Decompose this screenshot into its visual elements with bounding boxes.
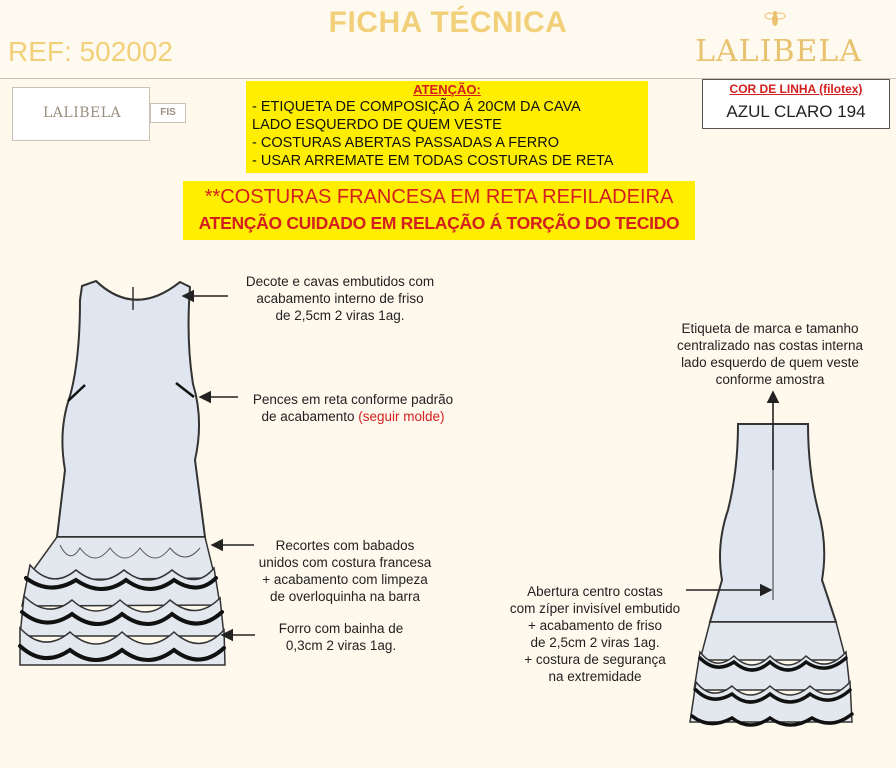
- banner-line-2: ATENÇÃO CUIDADO EM RELAÇÃO Á TORÇÃO DO TECIDO: [198, 213, 680, 233]
- note-line: Decote e cavas embutidos com: [245, 274, 435, 289]
- note-line: centralizado nas costas interna: [676, 338, 864, 353]
- note-line: na extremidade: [548, 669, 642, 684]
- note-line: + acabamento com limpeza: [262, 572, 428, 587]
- attention-line: LADO ESQUERDO DE QUEM VESTE: [252, 117, 502, 133]
- thread-color-value: AZUL CLARO 194: [726, 102, 866, 121]
- darts-note: [240, 391, 466, 425]
- note-line: Etiqueta de marca e tamanho: [681, 321, 859, 336]
- neckline-note: [228, 273, 452, 324]
- note-line: com zíper invisível embutido: [509, 601, 681, 616]
- thread-color-heading: COR DE LINHA (filotex): [729, 82, 863, 96]
- attention-line: - COSTURAS ABERTAS PASSADAS A FERRO: [252, 135, 559, 151]
- attention-line: - ETIQUETA DE COMPOSIÇÃO Á 20CM DA CAVA: [252, 99, 581, 115]
- front-dress-sketch: [20, 281, 225, 665]
- brand-label-note: [664, 320, 876, 388]
- attention-heading: ATENÇÃO:: [413, 82, 481, 97]
- note-line: unidos com costura francesa: [258, 555, 432, 570]
- note-line: Recortes com babados: [275, 538, 415, 553]
- brand-logo: LALIBELA: [695, 34, 862, 69]
- note-line: conforme amostra: [715, 372, 825, 387]
- note-highlight: (seguir molde): [358, 409, 445, 424]
- note-line: 0,3cm 2 viras 1ag.: [285, 638, 397, 653]
- note-line: acabamento interno de friso: [256, 291, 424, 306]
- fis-tag: FIS: [150, 103, 186, 123]
- note-line: [240, 408, 466, 425]
- note-line: de 2,5cm 2 viras 1ag.: [530, 635, 660, 650]
- label-brand-text: LALIBELA: [43, 105, 122, 121]
- note-line: de overloquinha na barra: [269, 589, 421, 604]
- banner-line-1: **COSTURAS FRANCESA EM RETA REFILADEIRA: [204, 186, 674, 208]
- attention-line: - USAR ARREMATE EM TODAS COSTURAS DE RETA: [252, 153, 614, 169]
- reference-code: REF: 502002: [8, 36, 173, 67]
- page-title: FICHA TÉCNICA: [328, 6, 568, 39]
- note-line: + acabamento de friso: [528, 618, 662, 633]
- note-line: + costura de segurança: [524, 652, 666, 667]
- note-line: de 2,5cm 2 viras 1ag.: [275, 308, 405, 323]
- note-line: Forro com bainha de: [278, 621, 404, 636]
- note-line: lado esquerdo de quem veste: [681, 355, 859, 370]
- lining-note: [256, 620, 426, 654]
- note-text: de acabamento: [261, 409, 359, 424]
- back-dress-sketch: [690, 424, 852, 725]
- ruffles-note: [250, 537, 440, 605]
- note-line: Abertura centro costas: [527, 584, 663, 599]
- note-line: Pences em reta conforme padrão: [252, 392, 454, 407]
- zipper-note: [498, 583, 692, 685]
